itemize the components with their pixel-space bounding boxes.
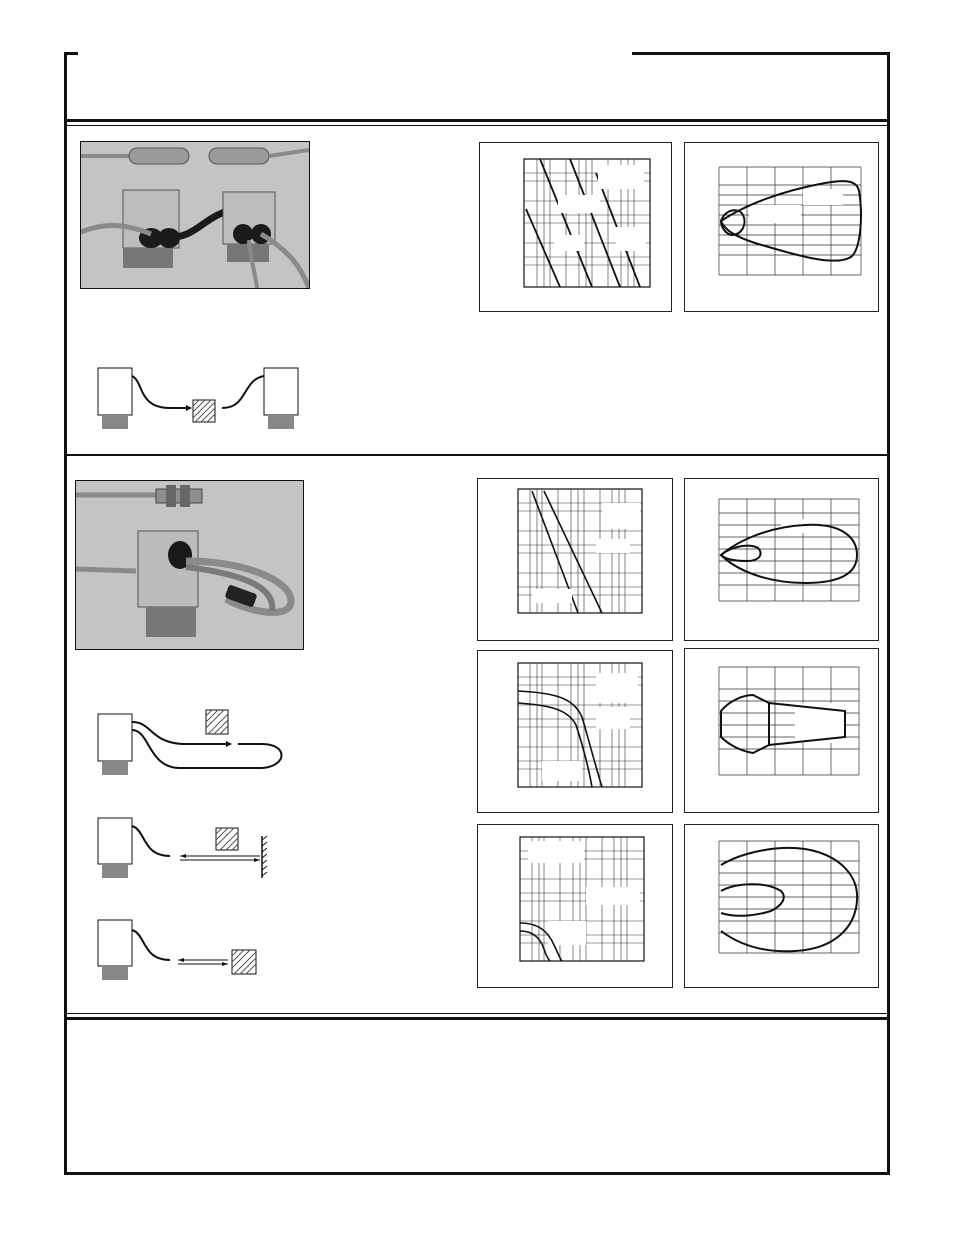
footer-rule-thin bbox=[64, 1013, 890, 1014]
sensor-block-icon bbox=[98, 920, 132, 980]
excess-gain-chart-1 bbox=[479, 142, 672, 312]
retroreflector-icon bbox=[262, 836, 267, 878]
excess-gain-chart-3 bbox=[477, 650, 673, 813]
beam-pattern-chart-3 bbox=[684, 648, 879, 813]
diagram-diffuse bbox=[92, 914, 272, 984]
sensor-block-icon bbox=[264, 368, 298, 429]
beam-pattern-chart-4 bbox=[684, 824, 879, 988]
target-hatched-icon bbox=[193, 400, 215, 422]
header-rule-thin bbox=[64, 125, 890, 126]
arrow-icon bbox=[226, 741, 232, 747]
frame-top-left bbox=[64, 52, 78, 55]
arrow-icon bbox=[186, 405, 192, 411]
beam-pattern-chart-2 bbox=[684, 478, 879, 641]
diagram-loop-fiber bbox=[92, 706, 292, 784]
excess-gain-chart-4 bbox=[477, 824, 673, 988]
sensor-block-icon bbox=[98, 714, 132, 775]
footer-rule-thick bbox=[64, 1017, 890, 1020]
diagram-retroreflective bbox=[92, 812, 272, 882]
header-rule-thick bbox=[64, 119, 890, 122]
sensor-block-icon bbox=[98, 368, 132, 429]
beam-pattern-chart-1 bbox=[684, 142, 879, 312]
excess-gain-chart-2 bbox=[477, 478, 673, 641]
photo-sensor-with-cables bbox=[75, 480, 304, 650]
section-divider bbox=[64, 454, 890, 456]
target-hatched-icon bbox=[216, 828, 238, 850]
target-hatched-icon bbox=[232, 950, 256, 974]
diagram-opposed-fiber bbox=[92, 362, 312, 432]
target-hatched-icon bbox=[206, 710, 228, 734]
sensor-block-icon bbox=[98, 818, 132, 878]
photo-two-sensors bbox=[80, 141, 310, 289]
frame-top-right bbox=[632, 52, 890, 55]
